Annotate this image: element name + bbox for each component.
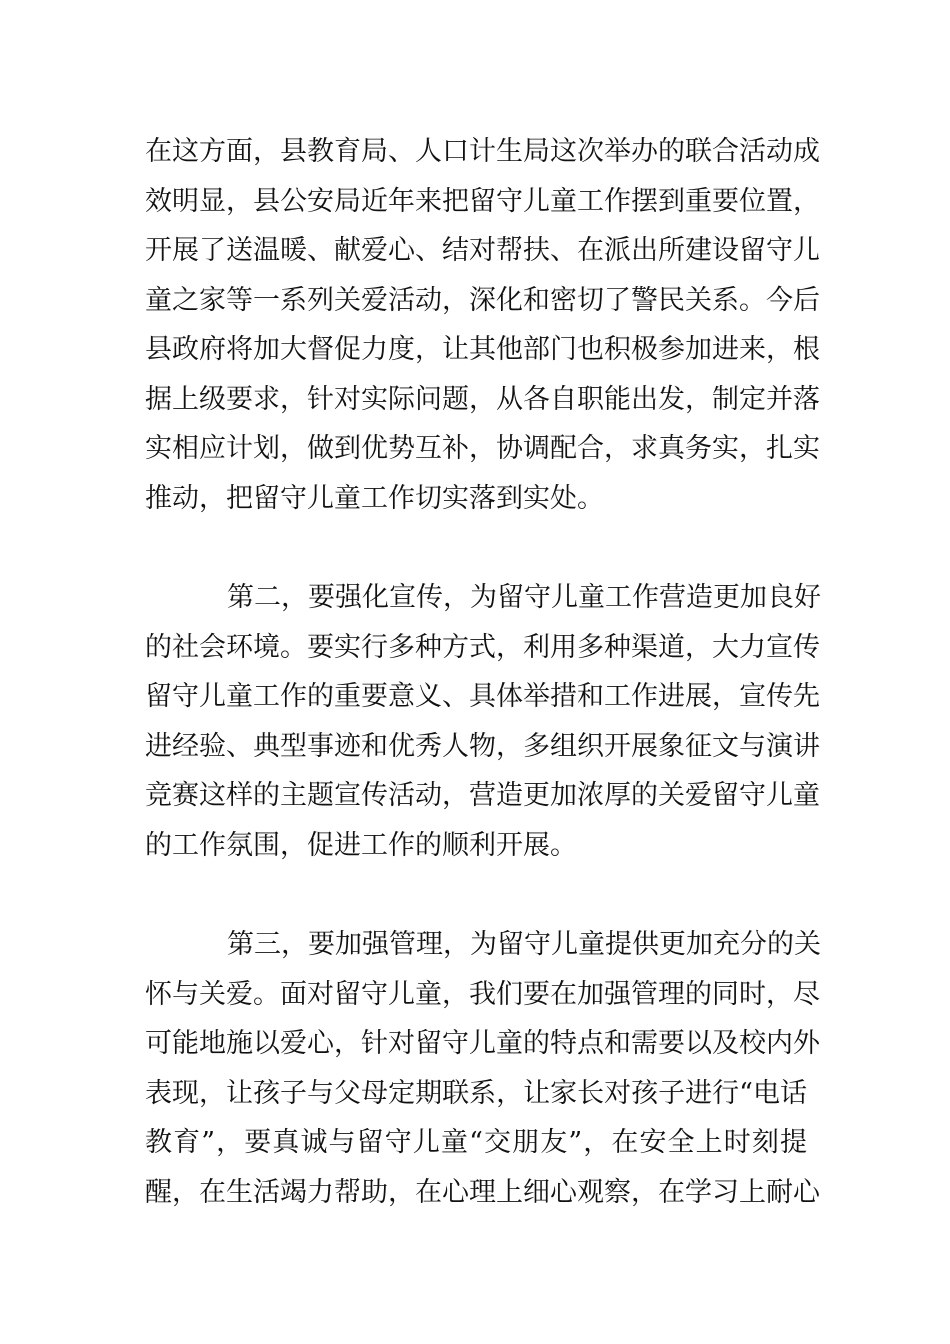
paragraph-line: 的工作氛围，促进工作的顺利开展。 [145, 829, 577, 861]
paragraph-second-publicity [145, 573, 821, 870]
paragraph-line: 在这方面，县教育局、人口计生局这次举办的联合活动成 [145, 136, 820, 167]
paragraph-line: 第二，要强化宣传，为留守儿童工作营造更加良好 [227, 582, 821, 613]
paragraph-line: 竞赛这样的主题宣传活动，营造更加浓厚的关爱留守儿童 [145, 780, 820, 811]
paragraph-line: 第三，要加强管理，为留守儿童提供更加充分的关 [227, 929, 821, 960]
paragraph-line: 教育”，要真诚与留守儿童“交朋友”，在安全上时刻提 [145, 1127, 807, 1158]
paragraph-line: 实相应计划，做到优势互补，协调配合，求真务实，扎实 [145, 433, 820, 464]
paragraph-line: 童之家等一系列关爱活动，深化和密切了警民关系。今后 [145, 284, 820, 316]
paragraph-line: 开展了送温暖、献爱心、结对帮扶、在派出所建设留守儿 [145, 235, 820, 266]
paragraph-line: 的社会环境。要实行多种方式，利用多种渠道，大力宣传 [145, 631, 820, 663]
paragraph-line: 留守儿童工作的重要意义、具体举措和工作进展，宣传先 [145, 681, 820, 712]
paragraph-line: 怀与关爱。面对留守儿童，我们要在加强管理的同时，尽 [145, 978, 820, 1010]
paragraph-line: 醒，在生活竭力帮助，在心理上细心观察，在学习上耐心 [145, 1176, 820, 1208]
paragraph-line: 据上级要求，针对实际问题，从各自职能出发，制定并落 [145, 383, 820, 415]
paragraph-line: 县政府将加大督促力度，让其他部门也积极参加进来，根 [145, 334, 820, 365]
paragraph-line: 推动，把留守儿童工作切实落到实处。 [145, 482, 604, 514]
paragraph-line: 效明显，县公安局近年来把留守儿童工作摆到重要位置， [145, 185, 820, 217]
paragraph-third-management [145, 920, 821, 1217]
paragraph-line: 进经验、典型事迹和优秀人物，多组织开展象征文与演讲 [145, 730, 820, 762]
paragraph-line: 可能地施以爱心，针对留守儿童的特点和需要以及校内外 [145, 1028, 820, 1059]
paragraph-county-departments [145, 127, 820, 523]
paragraph-line: 表现，让孩子与父母定期联系，让家长对孩子进行“电话 [145, 1077, 807, 1109]
